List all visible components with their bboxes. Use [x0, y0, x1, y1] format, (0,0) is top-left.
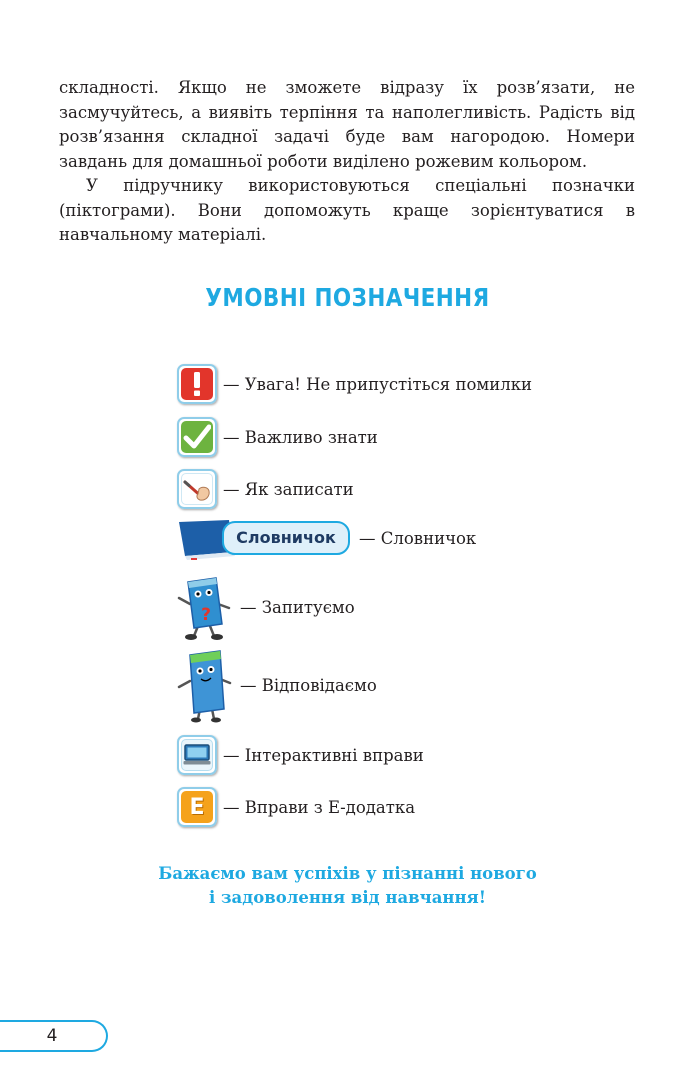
legend-item-ask: [176, 574, 355, 640]
e-letter-text: E: [189, 794, 205, 820]
e-letter-icon: [177, 787, 217, 827]
closing-line-2: і задоволення від навчання!: [209, 888, 486, 907]
closing-line-1: Бажаємо вам успіхів у пізнанні нового: [158, 864, 537, 883]
dictionary-badge: [177, 516, 353, 560]
legend-label-interactive: — Інтерактивні вправи: [223, 745, 424, 765]
legend-title: УМОВНІ ПОЗНАЧЕННЯ: [205, 283, 490, 312]
legend-item-important: [177, 417, 378, 457]
intro-paragraph-1: складності. Якщо не зможете відразу їх розв’язати, не засмучуйтесь, а виявіть терпіння та наполегливість. Радість від розв’язання складної задачі буде вам нагородою. Номери завдань для домашньої роботи виділено рожевим кольором.: [59, 78, 635, 171]
legend-item-attention: [177, 364, 532, 404]
legend-label-answer: — Відповідаємо: [240, 675, 377, 695]
question-mascot-icon: [176, 574, 232, 640]
legend-item-answer: [176, 647, 377, 723]
computer-icon: [177, 735, 217, 775]
legend-item-interactive: [177, 735, 424, 775]
pencil-hand-icon: [177, 469, 217, 509]
answer-mascot-icon: [176, 647, 232, 723]
svg-text:?: ?: [201, 605, 211, 625]
dictionary-badge-text: Словничок: [236, 528, 336, 547]
legend-label-how-to-write: — Як записати: [223, 479, 354, 499]
checkmark-icon: [177, 417, 217, 457]
legend-item-dictionary: [177, 516, 476, 560]
page-number: 4: [46, 1026, 58, 1046]
legend-item-how-to-write: [177, 469, 354, 509]
closing-wishes: [0, 862, 695, 910]
legend-label-dictionary: — Словничок: [359, 528, 477, 548]
legend-label-attention: — Увага! Не припустіться помилки: [223, 374, 533, 394]
intro-paragraph-2: У підручнику використовуються спеціальні позначки (піктограми). Вони допоможуть краще зорієнтуватися в навчальному матеріалі.: [59, 176, 635, 245]
legend-label-important: — Важливо знати: [223, 427, 378, 447]
exclamation-icon: [177, 364, 217, 404]
legend-label-e-app: — Вправи з Е-додатка: [223, 797, 416, 817]
legend-item-e-app: [177, 787, 415, 827]
legend-label-ask: — Запитуємо: [240, 597, 355, 617]
page-number-tab: [0, 1020, 108, 1052]
